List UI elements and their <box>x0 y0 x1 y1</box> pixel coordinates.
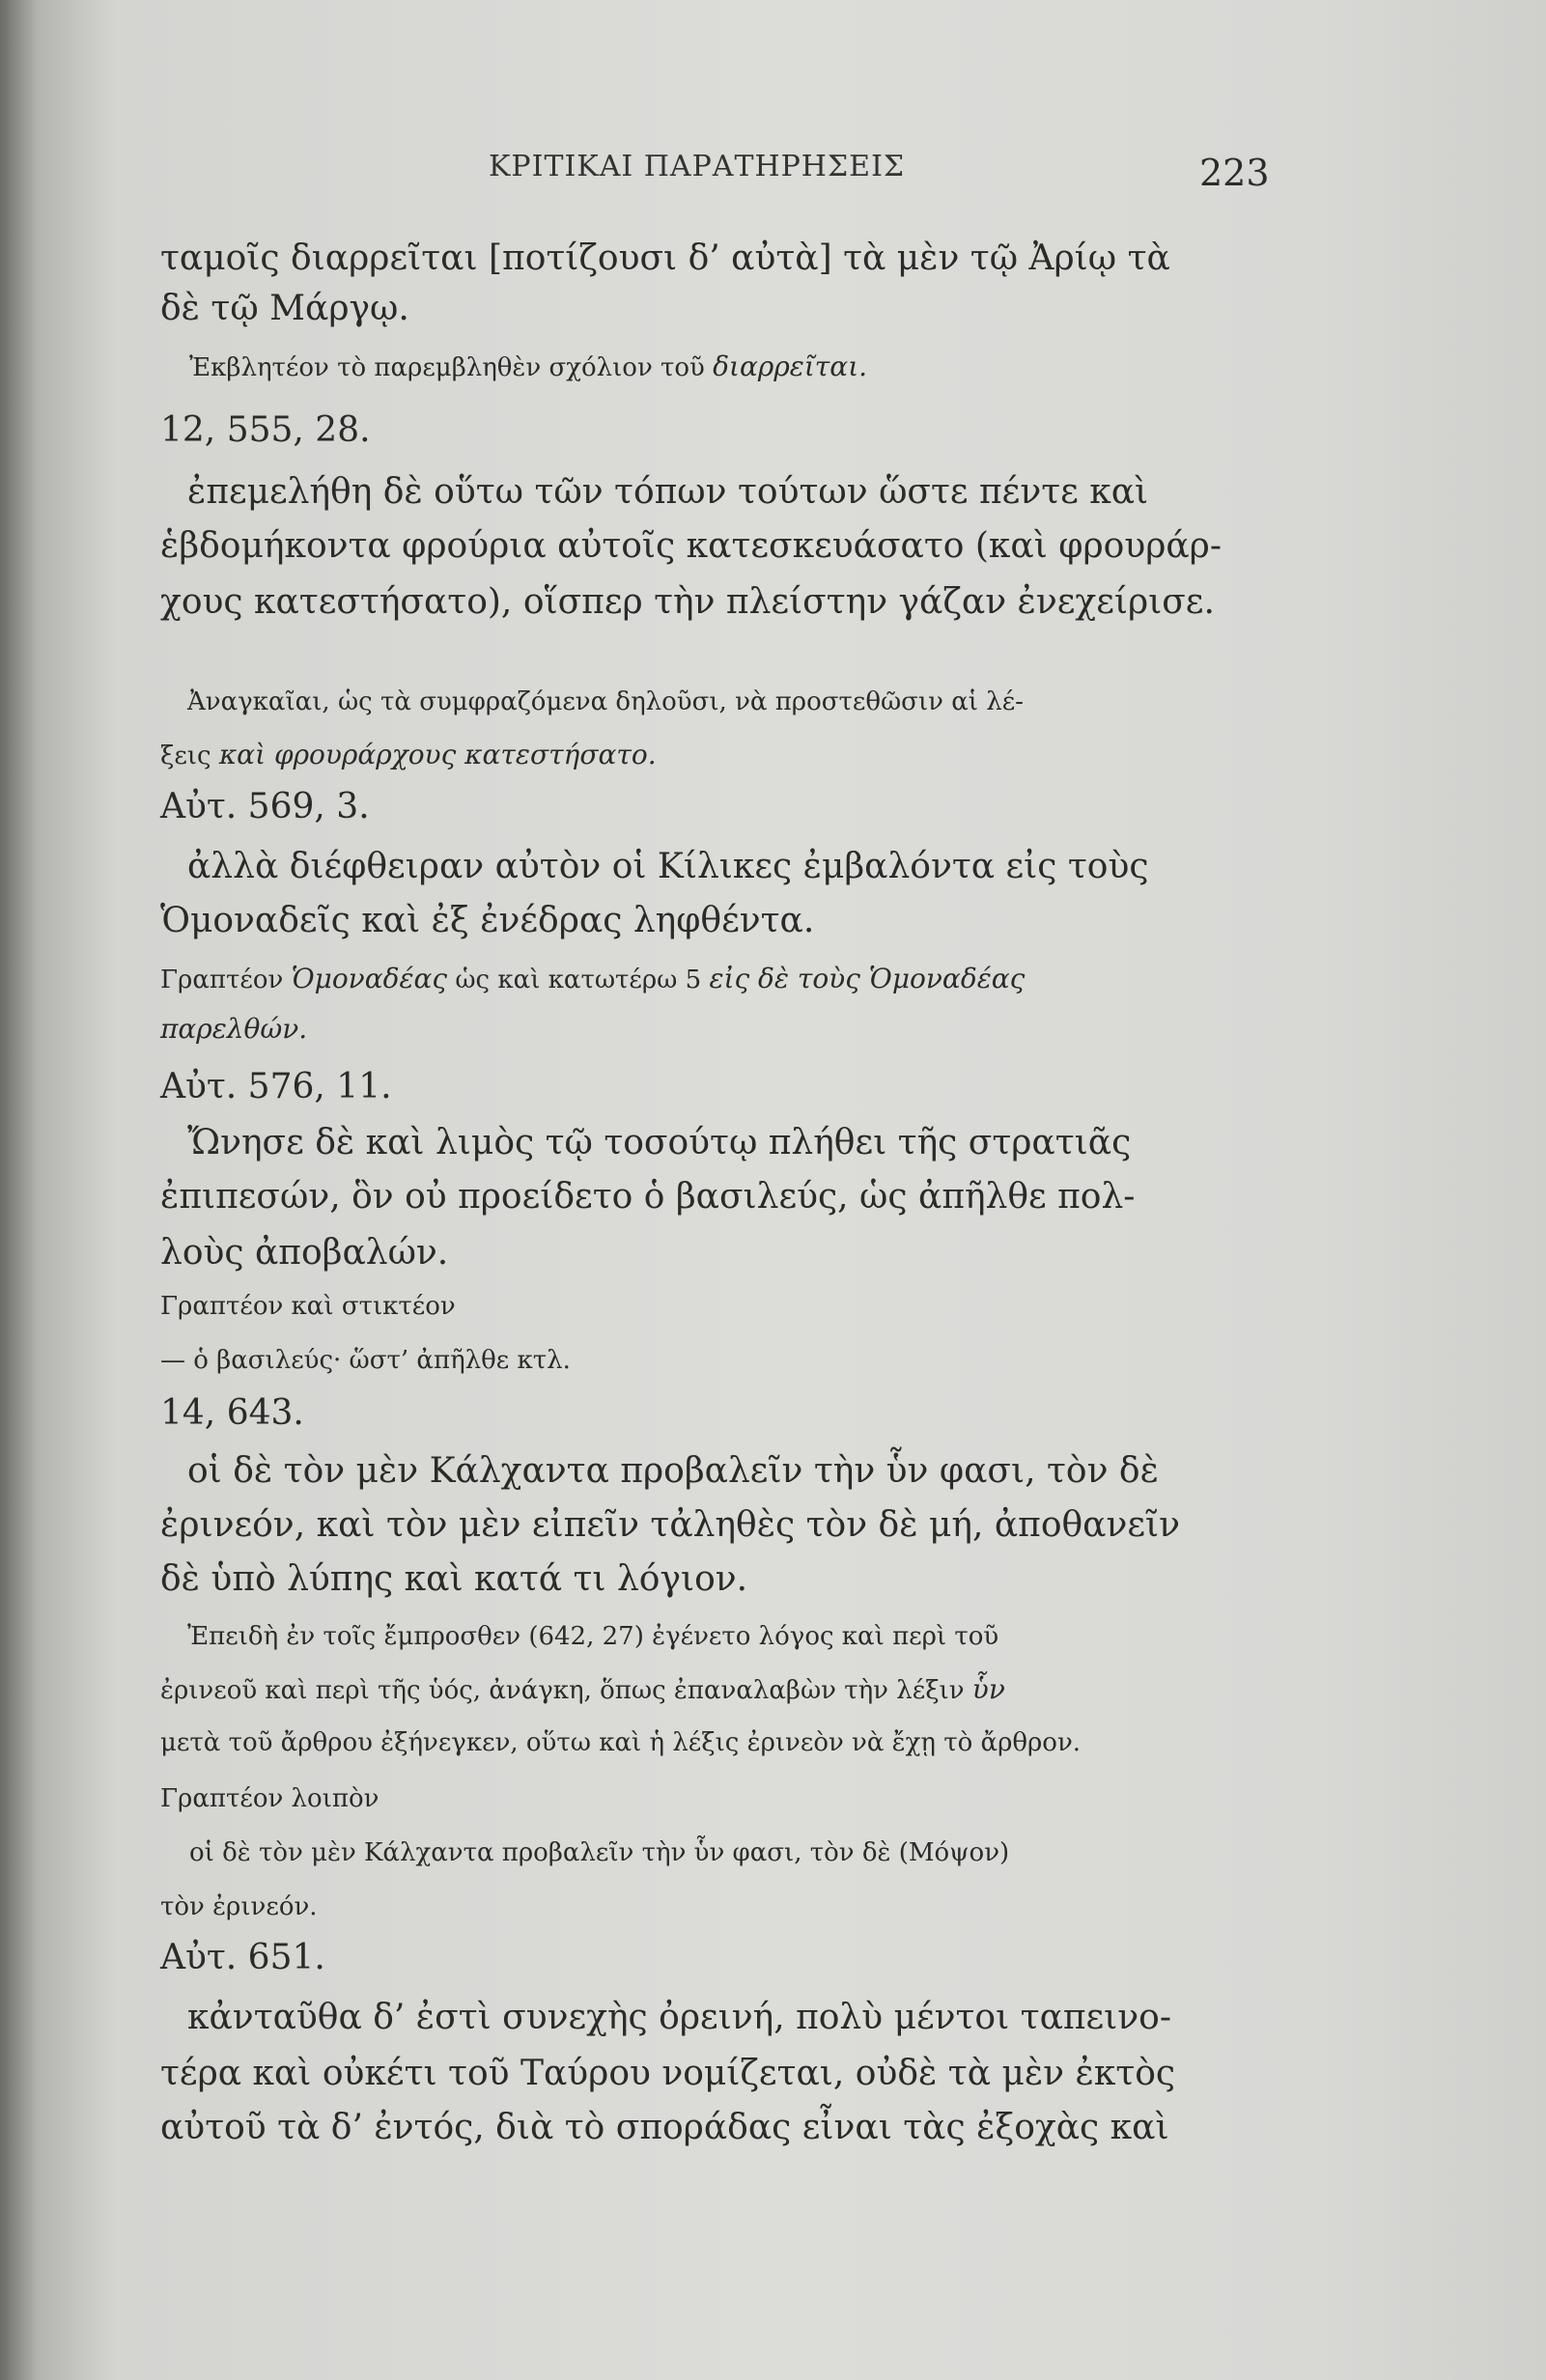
text-line: ταμοῖς διαρρεῖται [ποτίζουσι δ’ αὐτὰ] τὰ μὲν τῷ Ἀρίῳ τὰ <box>160 238 1170 278</box>
text-line: αὐτοῦ τὰ δ’ ἐντός, διὰ τὸ σποράδας εἶναι τὰς ἐξοχὰς καὶ <box>160 2108 1169 2147</box>
note-line: οἱ δὲ τὸν μὲν Κάλχαντα προβαλεῖν τὴν ὗν φασι, τὸν δὲ (Μόψον) <box>189 1838 1010 1867</box>
note-line: Ἐκβλητέον τὸ παρεμβληθὲν σχόλιον τοῦ διαρρεῖται. <box>189 350 868 382</box>
note-line: Γραπτέον λοιπὸν <box>160 1784 379 1813</box>
note-line: Ἐπειδὴ ἐν τοῖς ἔμπροσθεν (642, 27) ἐγένετο λόγος καὶ περὶ τοῦ <box>187 1622 999 1651</box>
note-line: μετὰ τοῦ ἄρθρου ἐξήνεγκεν, οὕτω καὶ ἡ λέξις ἐρινεὸν νὰ ἔχῃ τὸ ἄρθρον. <box>160 1728 1082 1757</box>
reference-line: Αὐτ. 651. <box>160 1938 325 1977</box>
text-line: δὲ ὑπὸ λύπης καὶ κατά τι λόγιον. <box>160 1559 748 1599</box>
text-line: ἐπιπεσών, ὃν οὐ προείδετο ὁ βασιλεύς, ὡς ἀπῆλθε πολ- <box>160 1177 1136 1217</box>
note-line: Ἀναγκαῖαι, ὡς τὰ συμφραζόμενα δηλοῦσι, νὰ προστεθῶσιν αἱ λέ- <box>187 687 1024 716</box>
note-line: παρελθών. <box>160 1013 308 1045</box>
reference-line: Αὐτ. 576, 11. <box>160 1067 392 1106</box>
note-line: Γραπτέον Ὁμοναδέας ὡς καὶ κατωτέρω 5 εἰς δὲ τοὺς Ὁμοναδέας <box>160 963 1026 994</box>
text-line: ἑβδομήκοντα φρούρια αὐτοῖς κατεσκευάσατο (καὶ φρουράρ- <box>160 526 1223 566</box>
reference-line: 14, 643. <box>160 1393 304 1433</box>
text-line: τέρα καὶ οὐκέτι τοῦ Ταύρου νομίζεται, οὐδὲ τὰ μὲν ἐκτὸς <box>160 2054 1176 2093</box>
note-line: — ὁ βασιλεύς· ὥστ’ ἀπῆλθε κτλ. <box>160 1346 571 1375</box>
page-number: 223 <box>1199 152 1270 194</box>
text-line: λοὺς ἀποβαλών. <box>160 1233 449 1273</box>
text-line: χους κατεστήσατο), οἵσπερ τὴν πλείστην γάζαν ἐνεχείρισε. <box>160 582 1215 622</box>
text-line: Ὁμοναδεῖς καὶ ἐξ ἐνέδρας ληφθέντα. <box>160 901 815 940</box>
reference-line: Αὐτ. 569, 3. <box>160 787 370 826</box>
note-line: Γραπτέον καὶ στικτέον <box>160 1292 456 1321</box>
text-line: Ὤνησε δὲ καὶ λιμὸς τῷ τοσούτῳ πλήθει τῆς στρατιᾶς <box>187 1123 1132 1162</box>
note-line: ξεις καὶ φρουράρχους κατεστήσατο. <box>160 739 657 770</box>
text-line: ἐπεμελήθη δὲ οὕτω τῶν τόπων τούτων ὥστε πέντε καὶ <box>187 472 1149 512</box>
note-line: τὸν ἐρινεόν. <box>160 1892 318 1921</box>
text-line: κἀνταῦθα δ’ ἐστὶ συνεχὴς ὀρεινή, πολὺ μέντοι ταπεινο- <box>187 1998 1172 2037</box>
text-line: ἀλλὰ διέφθειραν αὐτὸν οἱ Κίλικες ἐμβαλόντα εἰς τοὺς <box>187 847 1149 886</box>
text-line: δὲ τῷ Μάργῳ. <box>160 289 409 328</box>
note-line: ἐρινεοῦ καὶ περὶ τῆς ὑός, ἀνάγκη, ὅπως ἐπαναλαβὼν τὴν λέξιν ὗν <box>160 1673 1005 1705</box>
text-line: ἐρινεόν, καὶ τὸν μὲν εἰπεῖν τἀληθὲς τὸν δὲ μή, ἀποθανεῖν <box>160 1505 1181 1545</box>
running-title: ΚΡΙΤΙΚΑΙ ΠΑΡΑΤΗΡΗΣΕΙΣ <box>489 150 906 183</box>
text-line: οἱ δὲ τὸν μὲν Κάλχαντα προβαλεῖν τὴν ὗν φασι, τὸν δὲ <box>187 1451 1159 1491</box>
reference-line: 12, 555, 28. <box>160 410 371 450</box>
